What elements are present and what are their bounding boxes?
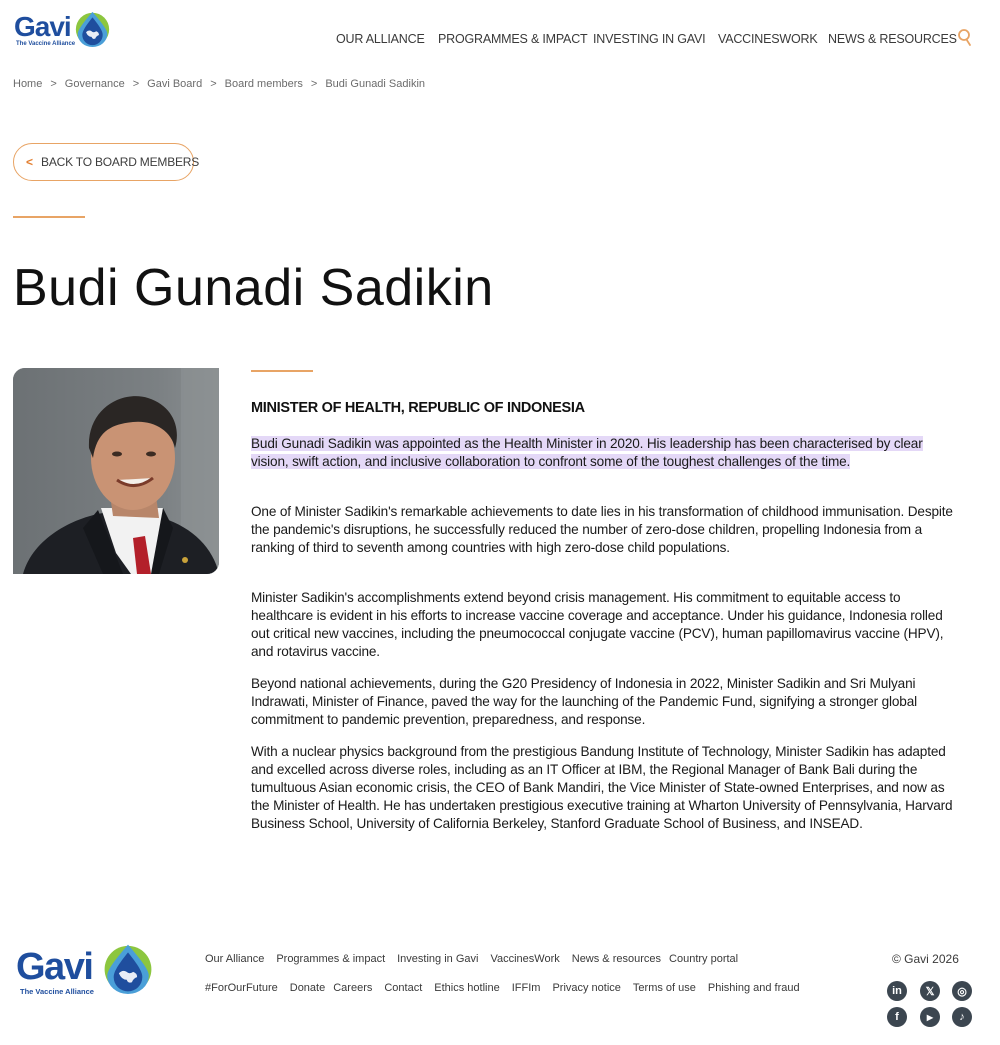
site-footer [0,930,1000,1045]
logo-tagline: The Vaccine Alliance [16,41,76,47]
linkedin-icon[interactable]: in [887,981,907,1001]
nav-programmes-impact[interactable]: PROGRAMMES & IMPACT [438,32,588,46]
footer-link-donate[interactable]: Donate [289,982,326,994]
youtube-icon[interactable]: ▶ [920,1007,940,1027]
facebook-icon[interactable]: f [887,1007,907,1027]
back-to-board-members-button[interactable] [13,143,200,181]
breadcrumb-current: Budi Gunadi Sadikin [325,78,426,90]
footer-link-investing-in-gavi[interactable]: Investing in Gavi [397,953,479,965]
bio-paragraph-4: Beyond national achievements, during the G20 Presidency of Indonesia in 2022, Minister Sadikin and Sri Mulyani Indrawati, Minister of Finance, paved the way for the launching of the Pandemic Fund, signifying a stronger global commitment to pandemic prevention, preparedness, and response. [251,676,917,727]
footer-link-careers[interactable]: Careers [333,982,373,994]
globe-drop-icon [102,942,154,994]
breadcrumb-governance[interactable]: Governance [64,78,125,90]
footer-link-privacy-notice[interactable]: Privacy notice [552,982,621,994]
highlighted-text: Budi Gunadi Sadikin was appointed as the Health Minister in 2020. His leadership has been characterised by clear vision, swift action, and inclusive collaboration to confront some of the toughest challenges of the time. [251,436,923,469]
site-header [0,0,1000,70]
globe-drop-icon [74,10,111,47]
breadcrumb [13,78,425,90]
breadcrumb-board-members[interactable]: Board members [224,78,303,90]
nav-investing-in-gavi[interactable]: INVESTING IN GAVI [593,32,706,46]
tiktok-icon[interactable]: ♪ [952,1007,972,1027]
footer-link-programmes-impact[interactable]: Programmes & impact [276,953,386,965]
bio-paragraph-5: With a nuclear physics background from the prestigious Bandung Institute of Technology, Minister Sadikin has adapted and excelled across diverse roles, including as an IT Officer at IBM, the Regional Manager of Bank Bali during the tumultuous Asian economic crisis, the CEO of Bank Mandiri, the Vice Minister of State-owned Enterprises, and now as the Minister of Health. He has undertaken prestigious executive training at Wharton University of Pennsylvania, Harvard Business School, University of California Berkeley, Stanford Graduate School of Business, and INSEAD. [251,744,953,831]
breadcrumb-home[interactable]: Home [13,78,43,90]
footer-link-our-alliance[interactable]: Our Alliance [205,953,265,965]
gavi-logo[interactable] [14,10,114,50]
copyright: © Gavi 2026 [892,952,959,966]
footer-logo-wordmark: Gavi [16,946,93,988]
breadcrumb-separator: > [50,78,57,90]
search-icon[interactable] [957,28,973,48]
bio-paragraph-2: One of Minister Sadikin's remarkable achievements to date lies in his transformation of childhood immunisation. Despite the pandemic's disruptions, he successfully reduced the number of zero-dose children, propelling Indonesia from a ranking of third to seventh among countries with high zero-dose child populations. [251,504,953,555]
chevron-left-icon: < [26,155,34,169]
footer-link-phishing-fraud[interactable]: Phishing and fraud [707,982,800,994]
nav-our-alliance[interactable]: OUR ALLIANCE [336,32,425,46]
footer-link-country-portal[interactable]: Country portal [669,953,739,965]
footer-link-for-our-future[interactable]: #ForOurFuture [205,982,278,994]
nav-news-resources[interactable]: NEWS & RESOURCES [828,32,957,46]
logo-wordmark: Gavi [14,11,71,42]
breadcrumb-separator: > [310,78,318,90]
footer-gavi-logo[interactable] [16,942,156,998]
breadcrumb-separator: > [210,78,217,90]
back-button-label: BACK TO BOARD MEMBERS [41,155,200,169]
profile-portrait [13,368,219,574]
profile-role: MINISTER OF HEALTH, REPUBLIC OF INDONESIA [251,400,585,416]
footer-links-primary [205,953,750,965]
footer-link-terms-of-use[interactable]: Terms of use [632,982,696,994]
footer-link-contact[interactable]: Contact [384,982,423,994]
footer-link-news-resources[interactable]: News & resources [571,953,662,965]
role-accent-divider [251,370,313,372]
footer-logo-tagline: The Vaccine Alliance [20,987,94,996]
breadcrumb-gavi-board[interactable]: Gavi Board [147,78,203,90]
footer-link-ethics-hotline[interactable]: Ethics hotline [434,982,500,994]
x-twitter-icon[interactable]: 𝕏 [920,981,940,1001]
footer-link-vaccineswork[interactable]: VaccinesWork [490,953,560,965]
title-accent-divider [13,216,85,218]
portrait-image [13,368,219,574]
instagram-icon[interactable]: ◎ [952,981,972,1001]
footer-links-secondary [205,982,812,994]
nav-vaccineswork[interactable]: VACCINESWORK [718,32,818,46]
page-title: Budi Gunadi Sadikin [13,259,494,317]
bio-paragraph-3: Minister Sadikin's accomplishments extend beyond crisis management. His commitment to equitable access to healthcare is evident in his efforts to increase vaccine coverage and acceptance. Under his guidance, Indonesia rolled out critical new vaccines, including the pneumococcal conjugate vaccine (PCV), human papillomavirus vaccine (HPV), and rotavirus vaccine. [251,590,944,659]
bio-paragraph-1 [251,435,963,471]
footer-link-iffim[interactable]: IFFIm [511,982,541,994]
breadcrumb-separator: > [132,78,140,90]
